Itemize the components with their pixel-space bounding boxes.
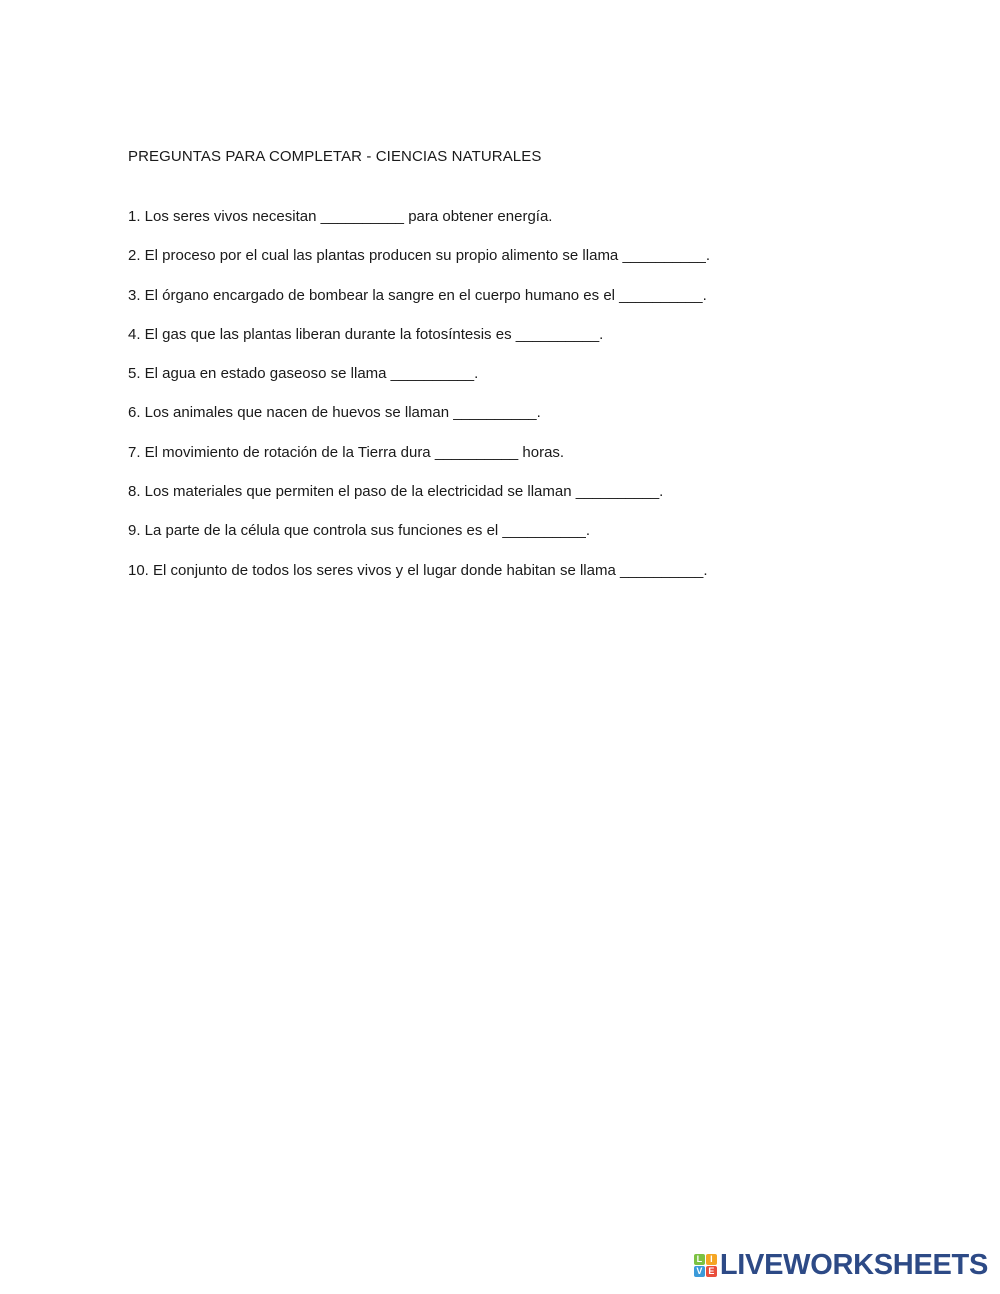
liveworksheets-logo-icon	[694, 1254, 717, 1277]
question-item: 1. Los seres vivos necesitan __________ para obtener energía.	[128, 208, 553, 225]
question-item: 9. La parte de la célula que controla sus funciones es el __________.	[128, 522, 590, 540]
question-list	[128, 207, 710, 600]
question-item: 5. El agua en estado gaseoso se llama __________.	[128, 365, 479, 383]
worksheet-title: PREGUNTAS PARA COMPLETAR - CIENCIAS NATURALES	[128, 148, 542, 165]
question-item: 6. Los animales que nacen de huevos se llaman __________.	[128, 404, 541, 422]
question-item: 4. El gas que las plantas liberan durante la fotosíntesis es __________.	[128, 325, 604, 343]
logo-cell-e: E	[706, 1266, 717, 1277]
liveworksheets-logo-text: LIVEWORKSHEETS	[719, 1249, 988, 1281]
liveworksheets-logo	[694, 1250, 988, 1280]
question-item: 8. Los materiales que permiten el paso de la electricidad se llaman __________.	[128, 483, 664, 501]
logo-cell-v: V	[694, 1266, 705, 1277]
question-item: 3. El órgano encargado de bombear la sangre en el cuerpo humano es el __________.	[128, 286, 707, 304]
logo-cell-i: I	[706, 1254, 717, 1265]
logo-cell-l: L	[694, 1254, 705, 1265]
question-item: 2. El proceso por el cual las plantas producen su propio alimento se llama __________.	[128, 247, 711, 265]
question-item: 10. El conjunto de todos los seres vivos y el lugar donde habitan se llama __________.	[128, 561, 708, 579]
question-item: 7. El movimiento de rotación de la Tierra dura __________ horas.	[128, 443, 565, 461]
